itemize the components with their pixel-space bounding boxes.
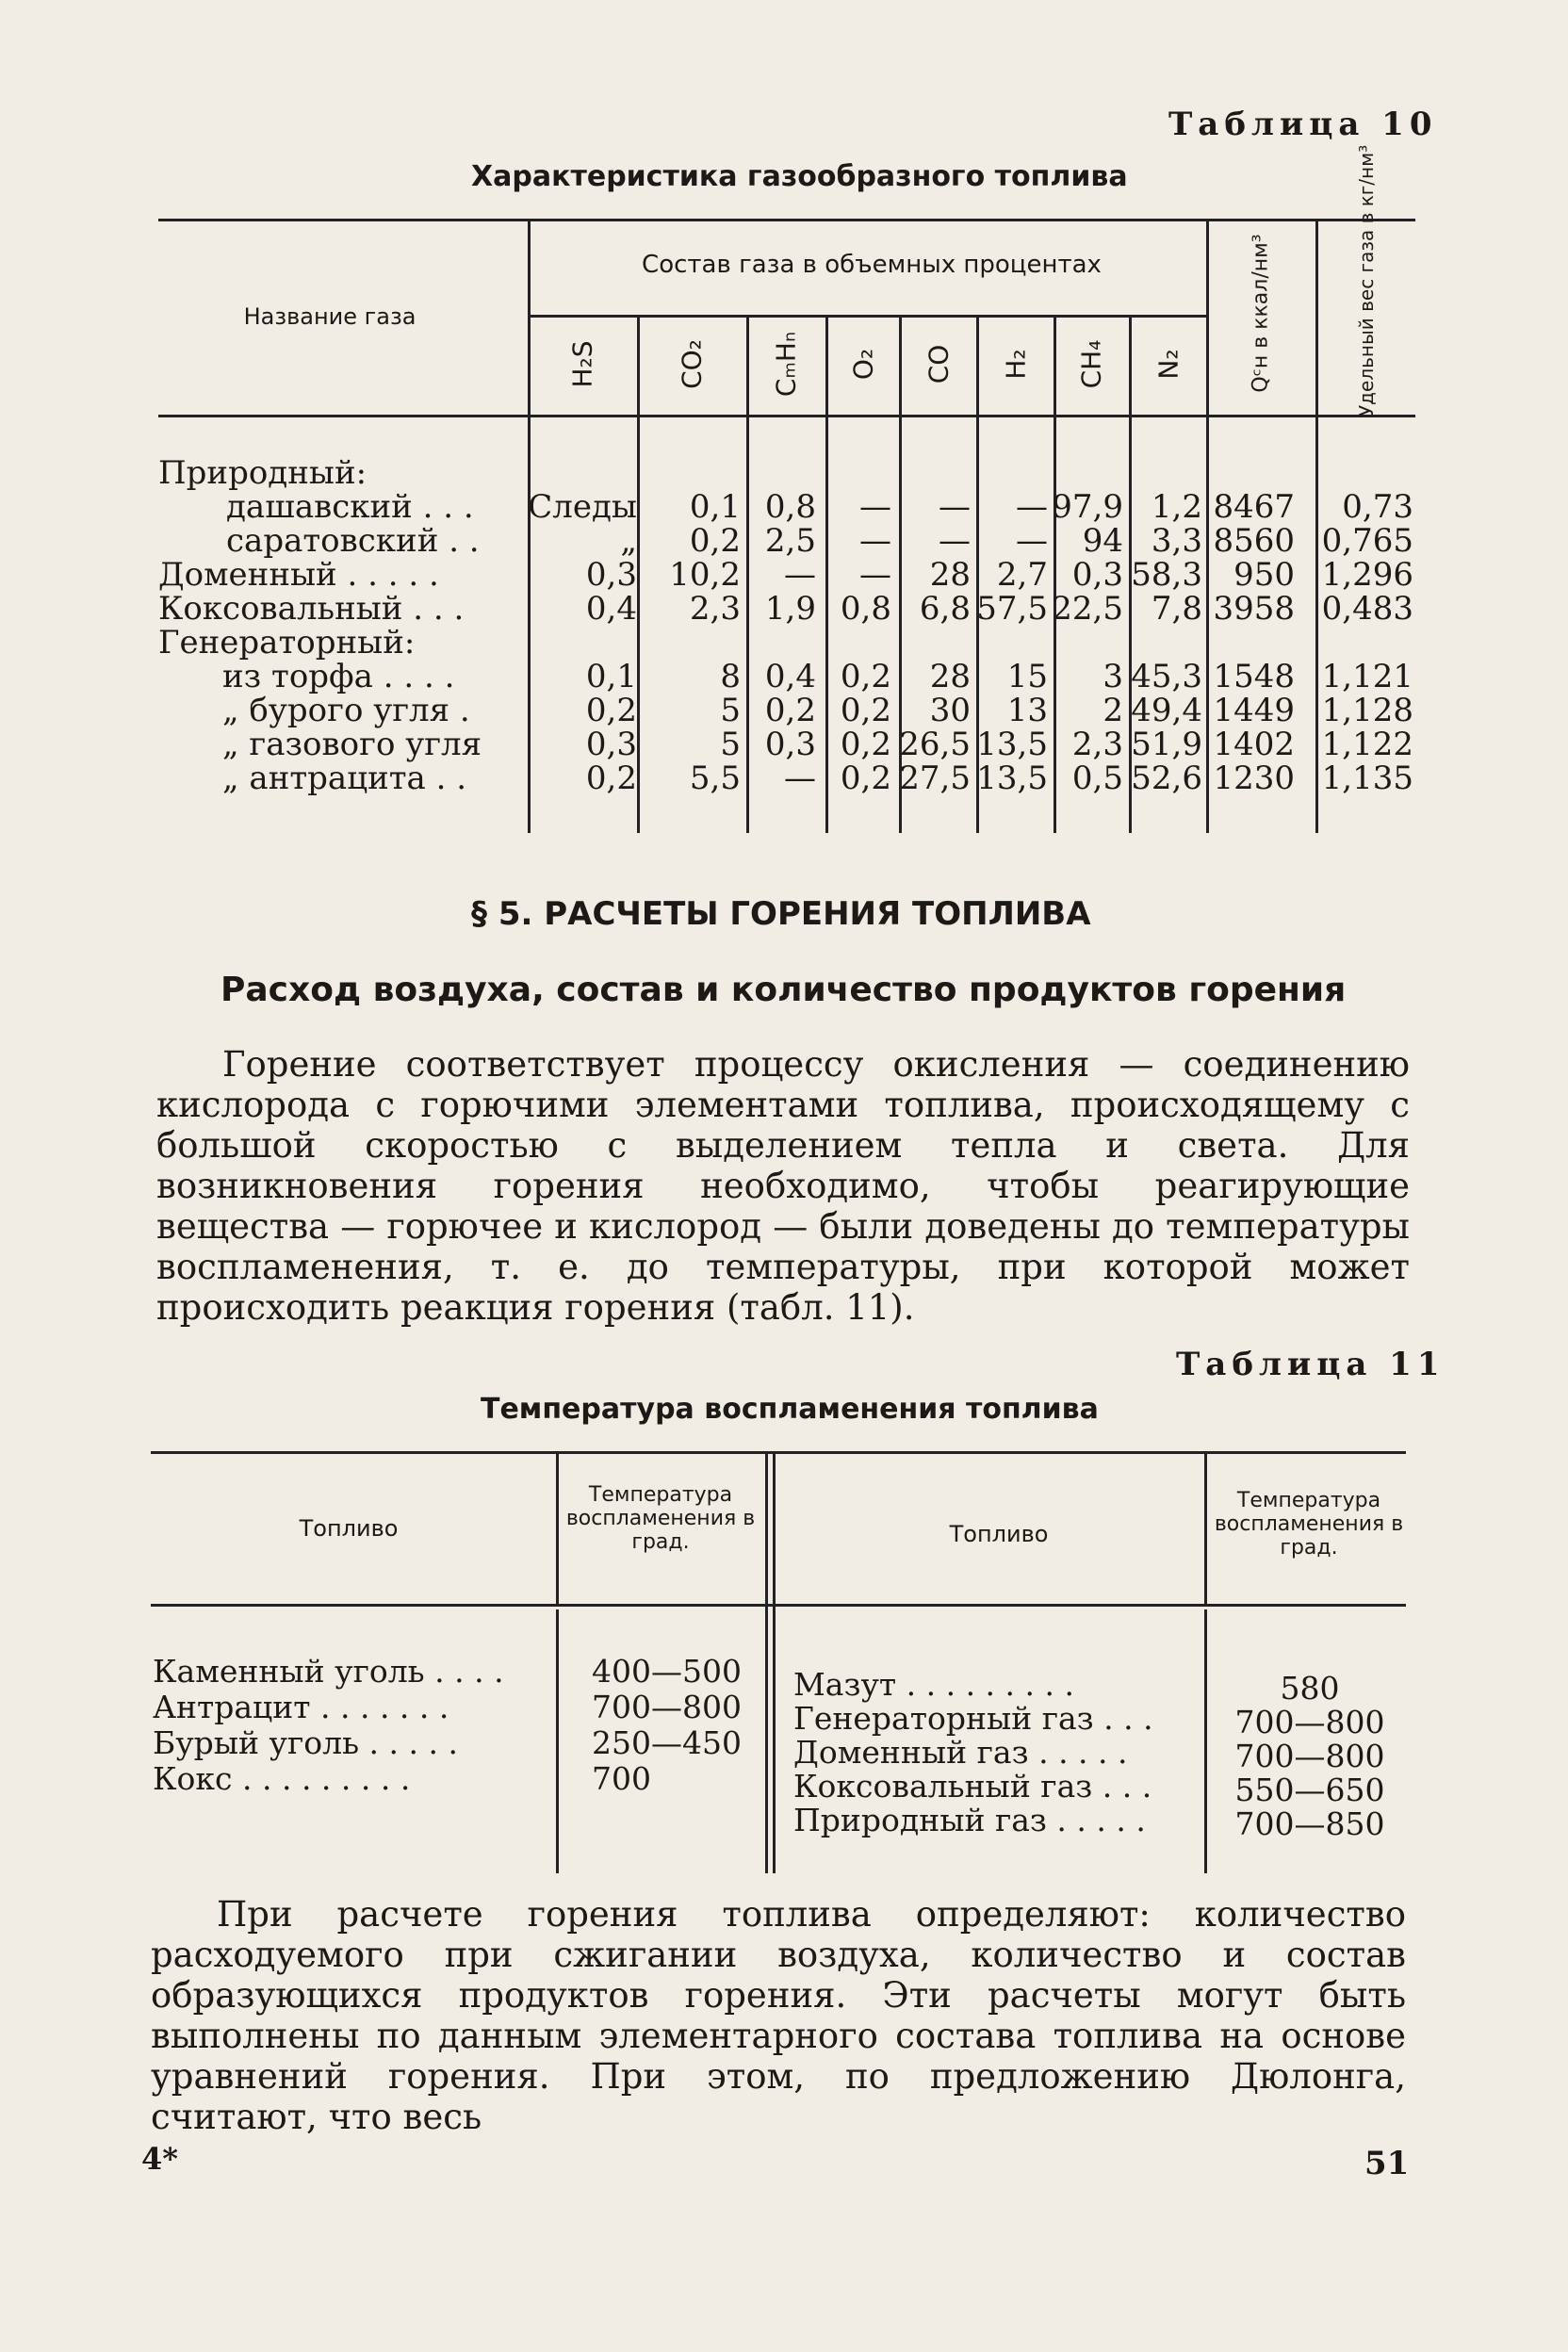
table10-cell: 2,5 <box>764 522 816 560</box>
table10-cell: 10,2 <box>669 556 741 594</box>
table11-right-fuel: Мазут . . . . . . . . . <box>793 1666 1074 1703</box>
table10-row-name: Доменный . . . . . <box>158 556 439 594</box>
col-density: Удельный вес газа в кг/нм³ <box>1355 144 1378 416</box>
table11-fuel-header-left: Топливо <box>299 1515 399 1542</box>
table10-cell: 6,8 <box>919 590 971 628</box>
col-cmhn: CₘHₙ <box>770 331 802 398</box>
table10-cell: 2 <box>1102 692 1123 729</box>
table10-cell: 26,5 <box>899 726 971 763</box>
table11-left-temp: 400—500 <box>592 1653 742 1690</box>
table10-cell: 0,2 <box>689 522 741 560</box>
table10-cell: 2,7 <box>996 556 1048 594</box>
col-h2s: H₂S <box>566 340 598 388</box>
table10-cell: 13,5 <box>976 760 1048 797</box>
table10-cell: 0,2 <box>585 692 637 729</box>
table10-cell: 1,122 <box>1321 726 1413 763</box>
table10-row-name: „ бурого угля . <box>222 692 470 729</box>
table10-cell: 49,4 <box>1131 692 1202 729</box>
table11-left-temp: 700 <box>592 1760 651 1797</box>
table11-temp-header-right: Температура воспламенения в град. <box>1214 1489 1404 1560</box>
table10-cell: 2,3 <box>689 590 741 628</box>
table10-cell: 0,2 <box>840 760 891 797</box>
table10-cell: 0,8 <box>840 590 891 628</box>
table10-cell: 51,9 <box>1131 726 1202 763</box>
table11-left-temp: 700—800 <box>592 1689 742 1725</box>
table11-right-fuel: Генераторный газ . . . <box>793 1700 1153 1737</box>
table10-cell: 52,6 <box>1131 760 1202 797</box>
table10-cell: 0,1 <box>585 658 637 695</box>
table11-left-fuel: Антрацит . . . . . . . <box>153 1689 449 1725</box>
table10-cell: 1,9 <box>764 590 816 628</box>
table10-cell: 1,2 <box>1151 488 1202 526</box>
section-title: § 5. РАСЧЕТЫ ГОРЕНИЯ ТОПЛИВА <box>471 895 1091 933</box>
table10-cell: 1449 <box>1213 692 1295 729</box>
table11-left-fuel: Бурый уголь . . . . . <box>153 1724 458 1761</box>
table10-cell: 0,2 <box>764 692 816 729</box>
table10-cell: 58,3 <box>1131 556 1202 594</box>
table10-name-header: Название газа <box>243 303 416 330</box>
table10-cell: — <box>859 522 891 560</box>
table10-cell: 0,4 <box>764 658 816 695</box>
table10-cell: 22,5 <box>1052 590 1123 628</box>
table10-cell: 1548 <box>1213 658 1295 695</box>
table10-cell: — <box>1016 488 1048 526</box>
table10-cell: 1,121 <box>1321 658 1413 695</box>
table11-left-temp: 250—450 <box>592 1724 742 1761</box>
table10-cell: 1,296 <box>1321 556 1413 594</box>
table10-cell: 8467 <box>1213 488 1295 526</box>
table10-cell: 97,9 <box>1052 488 1123 526</box>
signature-mark: 4* <box>141 2141 178 2177</box>
table10-caption: Характеристика газообразного топлива <box>471 160 1128 193</box>
table10-cell: — <box>1016 522 1048 560</box>
table11-right-temp: 700—850 <box>1234 1805 1385 1842</box>
table10-cell: 3 <box>1102 658 1123 695</box>
table10-cell: Следы <box>528 488 637 526</box>
table10-cell: „ <box>620 522 637 560</box>
table10-row-name: саратовский . . <box>226 522 480 560</box>
col-h2: H₂ <box>1000 349 1032 380</box>
table10-cell: 5,5 <box>689 760 741 797</box>
table10-cell: 0,483 <box>1321 590 1413 628</box>
col-co2: CO₂ <box>676 339 708 389</box>
table10-cell: 0,3 <box>585 726 637 763</box>
col-co: CO <box>923 344 955 384</box>
table10-cell: 45,3 <box>1131 658 1202 695</box>
table10-cell: 27,5 <box>899 760 971 797</box>
table10-cell: 30 <box>929 692 971 729</box>
table10-cell: 1230 <box>1213 760 1295 797</box>
section-subtitle: Расход воздуха, состав и количество продуктов горения <box>220 971 1347 1009</box>
table10-cell: 8560 <box>1213 522 1295 560</box>
table10-cell: 0,73 <box>1342 488 1413 526</box>
table10-cell: 13 <box>1006 692 1048 729</box>
table10-cell: 0,2 <box>840 726 891 763</box>
table10-cell: 13,5 <box>976 726 1048 763</box>
table10-cell: 57,5 <box>976 590 1048 628</box>
table10-cell: 0,3 <box>1071 556 1123 594</box>
table10-cell: 15 <box>1006 658 1048 695</box>
table10-row-name: Природный: <box>158 454 368 492</box>
table11-right-temp: 550—650 <box>1234 1772 1385 1808</box>
paragraph-1: Горение соответствует процессу окисления — соединению кислорода с горючими элементами топлива, происходящему с большой скоростью с выделением тепла и света. Для возникновения горения необходимо, чтобы реагирующие вещества — горючее и кислород — были доведены до температуры воспламенения, т. е. до температуры, при которой может происходить реакция горения (табл. 11). <box>156 1044 1410 1328</box>
table11-right-fuel: Коксовальный газ . . . <box>793 1768 1152 1805</box>
table10-cell: — <box>859 556 891 594</box>
col-heat: Qᶜн в ккал/нм³ <box>1249 234 1273 393</box>
table10-cell: 2,3 <box>1071 726 1123 763</box>
table11-label: Таблица 11 <box>1176 1346 1446 1383</box>
table10-cell: — <box>859 488 891 526</box>
table10-cell: — <box>939 522 971 560</box>
table11-caption: Температура воспламенения топлива <box>481 1393 1099 1426</box>
table10-label: Таблица 10 <box>1168 106 1438 143</box>
table10-cell: 8 <box>720 658 741 695</box>
table10-cell: 0,8 <box>764 488 816 526</box>
table10-cell: 0,3 <box>585 556 637 594</box>
table11-temp-header-left: Температура воспламенения в град. <box>565 1483 756 1554</box>
table10-cell: 28 <box>929 556 971 594</box>
table10-row-name: Генераторный: <box>158 624 416 662</box>
table10-cell: 94 <box>1082 522 1123 560</box>
table10-cell: — <box>784 760 816 797</box>
table10-cell: 3,3 <box>1151 522 1202 560</box>
table10-cell: 7,8 <box>1151 590 1202 628</box>
table10-cell: 0,5 <box>1071 760 1123 797</box>
table10-cell: 950 <box>1233 556 1295 594</box>
table11-right-temp: 700—800 <box>1234 1704 1385 1740</box>
col-ch4: CH₄ <box>1075 339 1107 389</box>
page-number: 51 <box>1364 2145 1410 2182</box>
table10-cell: 0,2 <box>840 658 891 695</box>
table10-row-name: из торфа . . . . <box>222 658 455 695</box>
table10-cell: 0,2 <box>840 692 891 729</box>
table11-right-fuel: Доменный газ . . . . . <box>793 1734 1128 1771</box>
table10-cell: 3958 <box>1213 590 1295 628</box>
table10-cell: 0,4 <box>585 590 637 628</box>
table10-cell: 28 <box>929 658 971 695</box>
table10-cell: 0,1 <box>689 488 741 526</box>
table10-cell: — <box>939 488 971 526</box>
table11-right-fuel: Природный газ . . . . . <box>793 1802 1146 1838</box>
table11-fuel-header-right: Топливо <box>949 1521 1049 1547</box>
table10-composition-header: Состав газа в объемных процентах <box>642 251 1102 279</box>
table10-cell: — <box>784 556 816 594</box>
table10-row-name: Коксовальный . . . <box>158 590 465 628</box>
col-o2: O₂ <box>847 348 879 381</box>
table10-cell: 1402 <box>1213 726 1295 763</box>
table10-cell: 0,765 <box>1321 522 1413 560</box>
table10-cell: 0,3 <box>764 726 816 763</box>
table11-left-fuel: Каменный уголь . . . . <box>153 1653 504 1690</box>
table10-row-name: дашавский . . . <box>226 488 474 526</box>
table11-right-temp: 580 <box>1280 1670 1340 1707</box>
table10-row-name: „ газового угля <box>222 726 482 763</box>
table10-cell: 1,128 <box>1321 692 1413 729</box>
table10-cell: 0,2 <box>585 760 637 797</box>
table10-cell: 5 <box>720 726 741 763</box>
table11-right-temp: 700—800 <box>1234 1738 1385 1774</box>
table10-cell: 5 <box>720 692 741 729</box>
table10-row-name: „ антрацита . . <box>222 760 467 797</box>
col-n2: N₂ <box>1152 349 1184 380</box>
table11-left-fuel: Кокс . . . . . . . . . <box>153 1760 411 1797</box>
paragraph-2: При расчете горения топлива определяют: количество расходуемого при сжигании воздуха, количество и состав образующихся продуктов горения. Эти расчеты могут быть выполнены по данным элементарного состава топлива на основе уравнений горения. При этом, по предложению Дюлонга, считают, что весь <box>151 1894 1406 2137</box>
table10-cell: 1,135 <box>1321 760 1413 797</box>
